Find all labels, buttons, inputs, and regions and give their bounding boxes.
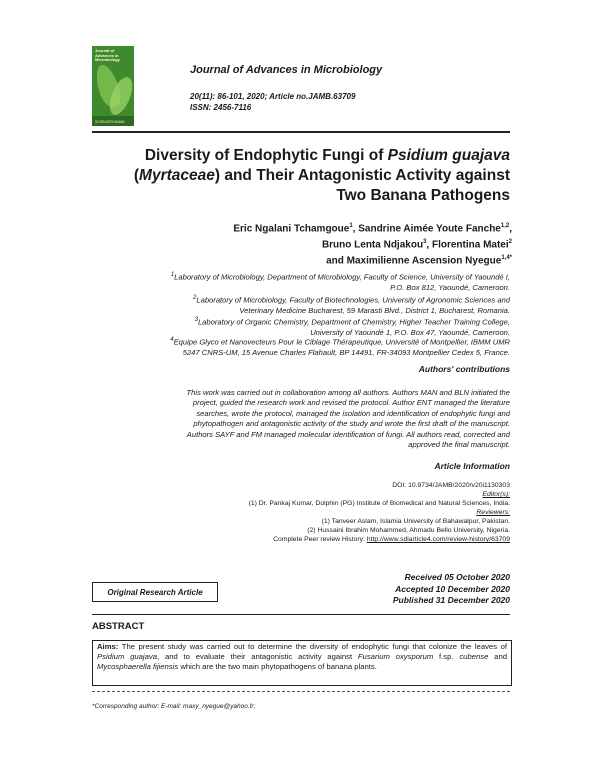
abstract-box: Aims: The present study was carried out to determine the diversity of endophytic fungi that colonize the leaves of Psidium guajava, and to evaluate their antagonistic activity against Fusarium oxysporum f.sp. cubense and Mycosphaerella fijiensis which are the two main phytopathogens of banana plants.	[92, 640, 512, 686]
editors-label: Editor(s):	[482, 491, 510, 498]
contributions-text: This work was carried out in collaboration among all authors. Authors MAN and BLN initiated the project, guided the research work and revised the protocol. Author ENT managed the literature searches, wrote the protocol, managed the isolation and identification of endophytic fungi and phytopathogen and antagonistic activity of the study and wrote the first draft of the manuscript. Authors SAYF and FM managed molecular identification of fungi. All authors read, corrected and approved the final manuscript.	[186, 388, 510, 450]
journal-volume: 20(11): 86-101, 2020; Article no.JAMB.63709	[190, 92, 356, 101]
journal-issn: ISSN: 2456-7116	[190, 103, 252, 112]
reviewers-label: Reviewers:	[476, 509, 510, 516]
article-type-box: Original Research Article	[92, 582, 218, 602]
author-name: Maximilienne Ascension Nyegue	[346, 254, 502, 266]
header-rule	[92, 131, 510, 133]
affiliation-2: $^2$Laboratory of Microbiology, Faculty of Biotechnologies, University of Agronomic Sciences and Veterinary Medicine Bucharest, 59 Marasti Blvd., District 1, Bucharest, Romania.	[193, 295, 510, 316]
author-name: Sandrine Aimée Youte Fanche	[358, 223, 501, 235]
published-date: Published 31 December 2020	[392, 595, 510, 605]
accepted-date: Accepted 10 December 2020	[395, 583, 510, 594]
author-name: Florentina Matei	[431, 239, 509, 251]
review-history: Complete Peer review History: http://www.sdiarticle4.com/review-history/63709	[273, 536, 510, 543]
cover-footer-text: SCIENCEDOMAIN	[95, 120, 125, 124]
editor-entry: (1) Dr. Pankaj Kumar, Dolphin (PG) Institute of Biomedical and Natural Sciences, India.	[248, 500, 510, 507]
contributions-heading: Authors' contributions	[418, 364, 510, 374]
article-info-heading: Article Information	[434, 461, 510, 471]
author-list: Eric Ngalani Tchamgoue$^1$, Sandrine Aimée Youte Fanche$^{1,2}$, Bruno Lenta Ndjakou$^3$, Florentina Matei$^2$ and Maximilienne Ascension Nyegue$^{1,4*}$	[233, 223, 512, 266]
received-date: Received 05 October 2020	[404, 572, 510, 582]
publication-dates	[393, 572, 510, 607]
reviewer-entry: (2) Hussaini Ibrahim Mohammed, Ahmadu Bello University, Nigeria.	[307, 527, 510, 534]
reviewer-entry: (1) Tanveer Aslam, Islamia University of Bahawalpur, Pakistan.	[321, 518, 510, 525]
abstract-heading: ABSTRACT	[92, 621, 145, 632]
affiliation-3: $^3$Laboratory of Organic Chemistry, Department of Chemistry, Higher Teacher Training College, University of Yaoundé 1, P.O. Box 47, Yaoundé, Cameroon.	[194, 317, 510, 338]
article-info-block	[90, 481, 510, 544]
aims-label: Aims:	[97, 642, 119, 651]
review-history-link[interactable]: http://www.sdiarticle4.com/review-history/63709	[366, 536, 510, 543]
footnote-divider	[92, 691, 510, 692]
author-name: Eric Ngalani Tchamgoue	[233, 223, 350, 235]
cover-title: Journal of Advances in Microbiology	[95, 48, 120, 62]
author-name: Bruno Lenta Ndjakou	[321, 239, 424, 251]
corresponding-author: *Corresponding author: E-mail: maxy_nyegue@yahoo.fr;	[92, 703, 256, 710]
journal-name: Journal of Advances in Microbiology	[190, 64, 383, 76]
journal-cover-image	[92, 46, 134, 126]
affiliation-1: $^1$Laboratory of Microbiology, Department of Microbiology, Faculty of Science, University of Yaoundé I, P.O. Box 812, Yaoundé, Cameroon.	[170, 272, 510, 293]
abstract-rule	[92, 614, 510, 615]
doi: DOI: 10.9734/JAMB/2020/v20i1130303	[392, 482, 510, 489]
affiliation-4: $^4$Equipe Glyco et Nanovecteurs Pour le Ciblage Thérapeutique, Université of Montpellier, IBMM UMR 5247 CNRS-UM, 15 Avenue Charles Flahault, BP 14491, FR-34093 Montpellier Cedex 5, France.	[170, 337, 510, 358]
paper-title: Diversity of Endophytic Fungi of Psidium guajava (Myrtaceae) and Their Antagonistic Activity against Two Banana Pathogens	[133, 147, 510, 204]
